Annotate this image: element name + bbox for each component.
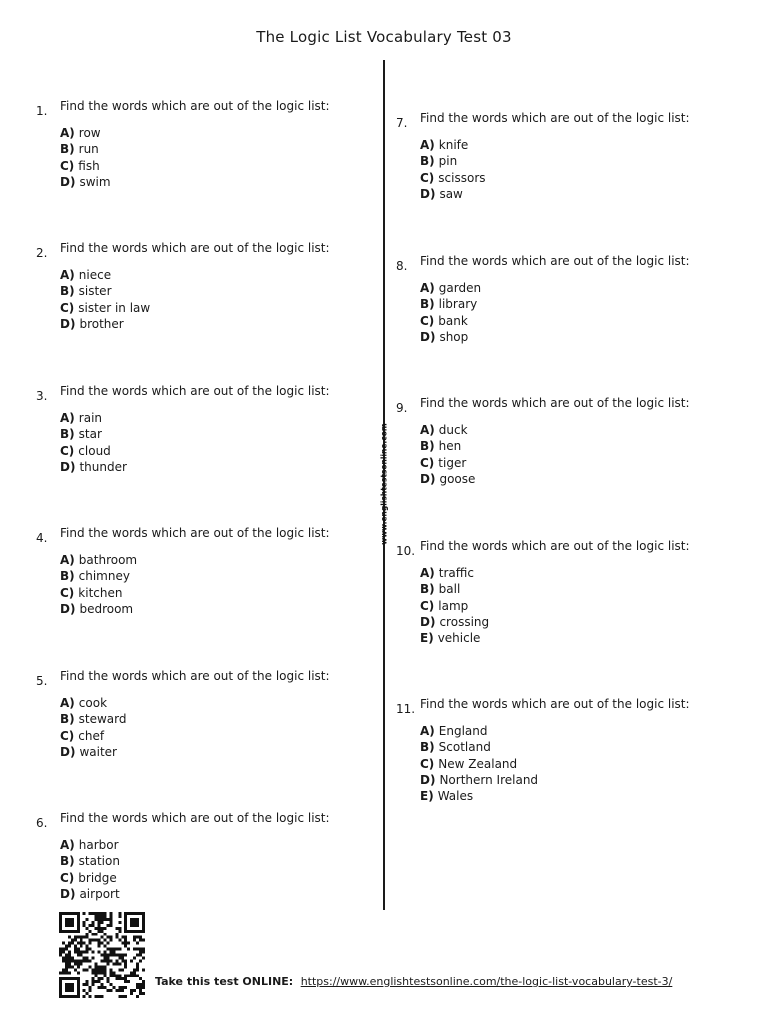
option-letter: A) <box>60 553 75 567</box>
answer-option <box>420 313 481 329</box>
side-url-text: www.englishtestsonline.com <box>379 423 389 545</box>
answer-option <box>420 280 481 296</box>
answer-option <box>60 853 120 869</box>
option-letter: C) <box>60 728 75 743</box>
answer-option <box>420 186 486 202</box>
question-number: 2. <box>36 246 48 260</box>
option-letter: D) <box>60 601 76 616</box>
answer-option <box>60 744 127 760</box>
test-online-link[interactable]: https://www.englishtestsonline.com/the-logic-list-vocabulary-test-3/ <box>300 975 673 988</box>
question-number: 8. <box>396 259 408 273</box>
answer-option <box>60 870 120 886</box>
option-text: vehicle <box>437 631 481 646</box>
option-letter: B) <box>420 740 435 755</box>
option-letter: B) <box>420 297 435 312</box>
option-text: chef <box>78 728 105 743</box>
footer-label: Take this test ONLINE: <box>155 975 294 988</box>
answer-option <box>420 565 489 581</box>
answer-option <box>60 695 127 711</box>
answer-option <box>60 443 127 459</box>
answer-option <box>60 316 150 332</box>
option-text: kitchen <box>78 585 123 600</box>
option-text: knife <box>438 138 469 152</box>
option-letter: D) <box>420 471 436 486</box>
option-letter: C) <box>60 443 75 458</box>
option-letter: C) <box>420 313 435 328</box>
option-text: bedroom <box>79 601 134 616</box>
answer-option <box>420 296 481 312</box>
option-text: New Zealand <box>438 756 518 771</box>
answer-option <box>60 141 111 157</box>
answer-option <box>60 426 127 442</box>
option-letter: B) <box>60 284 75 299</box>
answer-option <box>420 455 475 471</box>
option-letter: A) <box>420 566 435 580</box>
option-text: garden <box>438 281 482 295</box>
option-letter: B) <box>420 582 435 597</box>
question-prompt: Find the words which are out of the logic list: <box>420 539 690 553</box>
answer-option <box>60 711 127 727</box>
option-text: cook <box>78 696 108 710</box>
qr-code-icon[interactable] <box>57 912 147 998</box>
option-text: bank <box>438 313 468 328</box>
answer-option <box>420 772 538 788</box>
option-text: harbor <box>78 838 119 852</box>
question-prompt: Find the words which are out of the logic list: <box>420 254 690 268</box>
option-text: bathroom <box>78 553 138 567</box>
answer-option <box>60 728 127 744</box>
option-letter: C) <box>60 585 75 600</box>
option-letter: C) <box>420 756 435 771</box>
option-letter: D) <box>420 329 436 344</box>
answer-option <box>420 756 538 772</box>
answer-option <box>420 739 538 755</box>
answer-option <box>60 585 137 601</box>
question-number: 3. <box>36 389 48 403</box>
option-text: airport <box>79 886 120 901</box>
option-letter: A) <box>60 126 75 140</box>
option-letter: D) <box>420 772 436 787</box>
question-number: 5. <box>36 674 48 688</box>
option-text: hen <box>438 439 462 454</box>
answer-option <box>60 267 150 283</box>
answer-options <box>60 410 127 475</box>
option-text: station <box>78 854 120 869</box>
answer-option <box>420 471 475 487</box>
answer-option <box>420 153 486 169</box>
option-letter: D) <box>60 886 76 901</box>
option-letter: B) <box>60 569 75 584</box>
option-letter: E) <box>420 789 434 804</box>
answer-option <box>60 410 127 426</box>
option-text: run <box>78 142 99 157</box>
answer-option <box>60 283 150 299</box>
option-text: rain <box>78 411 103 425</box>
answer-options <box>60 267 150 332</box>
option-letter: D) <box>420 186 436 201</box>
option-letter: A) <box>60 268 75 282</box>
answer-options <box>420 565 489 646</box>
question-number: 9. <box>396 401 408 415</box>
answer-option <box>60 158 111 174</box>
answer-options <box>60 552 137 617</box>
answer-option <box>420 723 538 739</box>
option-letter: A) <box>60 411 75 425</box>
question-prompt: Find the words which are out of the logic list: <box>60 241 330 255</box>
question-prompt: Find the words which are out of the logic list: <box>60 669 330 683</box>
option-letter: B) <box>60 427 75 442</box>
option-letter: E) <box>420 631 434 646</box>
answer-options <box>420 422 475 487</box>
question-prompt: Find the words which are out of the logic list: <box>60 99 330 113</box>
question-prompt: Find the words which are out of the logic list: <box>420 111 690 125</box>
answer-option <box>60 300 150 316</box>
answer-option <box>60 886 120 902</box>
option-text: ball <box>438 582 461 597</box>
question-prompt: Find the words which are out of the logic list: <box>60 526 330 540</box>
question-number: 10. <box>396 544 416 558</box>
answer-option <box>420 788 538 804</box>
option-letter: D) <box>60 174 76 189</box>
option-text: waiter <box>79 744 117 759</box>
footer <box>155 975 672 988</box>
answer-option <box>60 568 137 584</box>
option-text: chimney <box>78 569 130 584</box>
option-letter: B) <box>60 712 75 727</box>
answer-option <box>420 137 486 153</box>
answer-option <box>420 630 489 646</box>
option-text: scissors <box>438 170 486 185</box>
question-number: 7. <box>396 116 408 130</box>
option-text: sister <box>78 284 112 299</box>
option-letter: C) <box>60 300 75 315</box>
option-text: sister in law <box>78 300 151 315</box>
option-text: bridge <box>78 870 117 885</box>
option-letter: A) <box>420 281 435 295</box>
option-letter: B) <box>420 439 435 454</box>
option-text: row <box>78 126 101 140</box>
answer-options <box>60 695 127 760</box>
option-text: saw <box>439 186 463 201</box>
option-text: library <box>438 297 478 312</box>
option-text: star <box>78 427 102 442</box>
option-text: Scotland <box>438 740 491 755</box>
option-text: Northern Ireland <box>439 772 539 787</box>
answer-options <box>420 723 538 804</box>
option-letter: D) <box>60 459 76 474</box>
answer-option <box>420 170 486 186</box>
option-letter: C) <box>60 158 75 173</box>
question-number: 11. <box>396 702 416 716</box>
option-text: swim <box>79 174 111 189</box>
answer-options <box>420 137 486 202</box>
answer-option <box>60 552 137 568</box>
option-text: cloud <box>78 443 111 458</box>
option-letter: A) <box>420 724 435 738</box>
answer-option <box>60 837 120 853</box>
option-text: traffic <box>438 566 474 580</box>
answer-option <box>60 601 137 617</box>
question-prompt: Find the words which are out of the logic list: <box>420 697 690 711</box>
option-letter: C) <box>60 870 75 885</box>
option-letter: C) <box>420 455 435 470</box>
answer-option <box>60 459 127 475</box>
option-letter: B) <box>60 854 75 869</box>
option-text: niece <box>78 268 112 282</box>
option-letter: D) <box>420 614 436 629</box>
option-text: steward <box>78 712 127 727</box>
page-title: The Logic List Vocabulary Test 03 <box>256 28 512 46</box>
option-text: crossing <box>439 614 490 629</box>
answer-option <box>60 174 111 190</box>
option-text: England <box>438 724 488 738</box>
option-letter: C) <box>420 598 435 613</box>
option-letter: A) <box>420 423 435 437</box>
option-letter: A) <box>420 138 435 152</box>
option-text: fish <box>78 158 100 173</box>
option-text: lamp <box>438 598 469 613</box>
option-text: goose <box>439 471 476 486</box>
answer-options <box>60 125 111 190</box>
option-text: pin <box>438 154 458 169</box>
option-letter: A) <box>60 838 75 852</box>
question-prompt: Find the words which are out of the logic list: <box>60 384 330 398</box>
answer-option <box>420 614 489 630</box>
option-text: shop <box>439 329 469 344</box>
question-number: 1. <box>36 104 48 118</box>
option-text: duck <box>438 423 468 437</box>
option-letter: A) <box>60 696 75 710</box>
question-prompt: Find the words which are out of the logic list: <box>60 811 330 825</box>
option-letter: D) <box>60 744 76 759</box>
option-letter: B) <box>60 142 75 157</box>
option-letter: D) <box>60 316 76 331</box>
answer-option <box>420 329 481 345</box>
question-prompt: Find the words which are out of the logic list: <box>420 396 690 410</box>
option-letter: B) <box>420 154 435 169</box>
answer-option <box>420 422 475 438</box>
option-text: brother <box>79 316 124 331</box>
question-number: 4. <box>36 531 48 545</box>
answer-option <box>420 438 475 454</box>
answer-option <box>420 581 489 597</box>
option-text: thunder <box>79 459 127 474</box>
answer-option <box>420 598 489 614</box>
option-text: tiger <box>438 455 467 470</box>
answer-options <box>60 837 120 902</box>
answer-options <box>420 280 481 345</box>
question-number: 6. <box>36 816 48 830</box>
answer-option <box>60 125 111 141</box>
option-text: Wales <box>437 789 474 804</box>
option-letter: C) <box>420 170 435 185</box>
